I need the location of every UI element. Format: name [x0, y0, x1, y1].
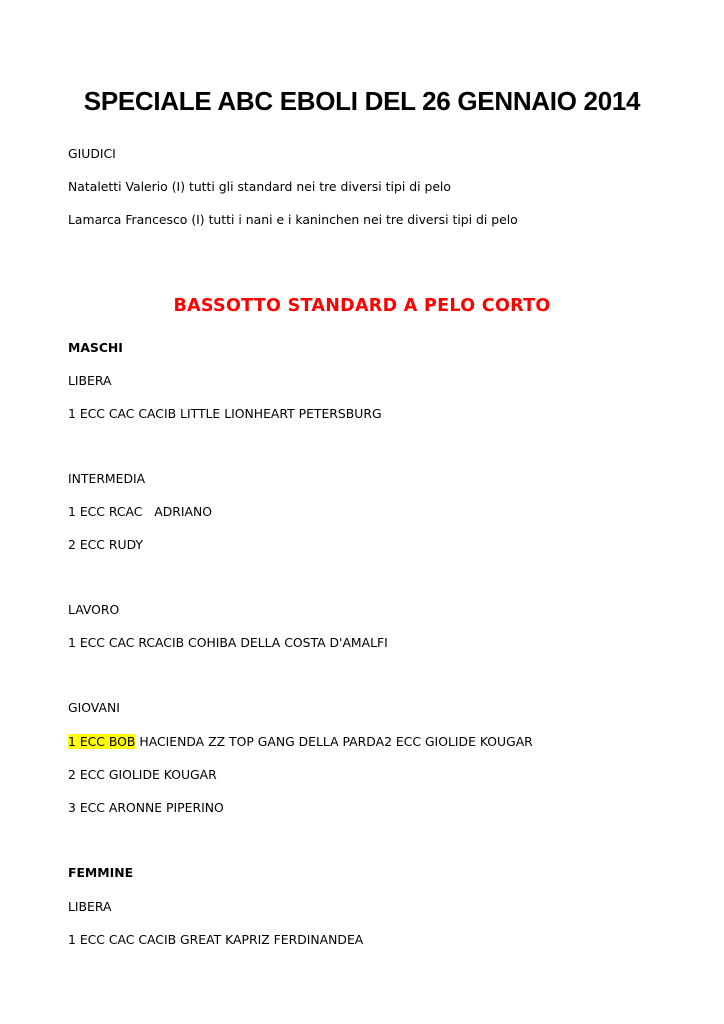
bob-highlight: 1 ECC BOB: [68, 734, 136, 749]
result-line: 1 ECC CAC RCACIB COHIBA DELLA COSTA D'AMALFI: [68, 635, 388, 650]
result-line: 1 ECC CAC CACIB LITTLE LIONHEART PETERSBURG: [68, 406, 382, 421]
result-line: 2 ECC GIOLIDE KOUGAR: [68, 767, 217, 782]
males-heading: MASCHI: [68, 340, 123, 355]
judges-heading: GIUDICI: [68, 146, 116, 161]
result-line-bob: [68, 734, 533, 749]
judge-line-1: Nataletti Valerio (I) tutti gli standard nei tre diversi tipi di pelo: [68, 179, 451, 194]
result-line: 2 ECC RUDY: [68, 537, 144, 552]
females-heading: FEMMINE: [68, 865, 134, 880]
class-heading-intermedia: INTERMEDIA: [68, 471, 146, 486]
page-title: SPECIALE ABC EBOLI DEL 26 GENNAIO 2014: [83, 86, 641, 116]
result-line: 3 ECC ARONNE PIPERINO: [68, 800, 224, 815]
result-line: 1 ECC RCAC ADRIANO: [68, 504, 213, 519]
class-heading-libera-males: LIBERA: [68, 373, 112, 388]
bob-result-text: HACIENDA ZZ TOP GANG DELLA PARDA2 ECC GIOLIDE KOUGAR: [135, 734, 533, 749]
class-heading-lavoro: LAVORO: [68, 602, 120, 617]
judge-line-2: Lamarca Francesco (I) tutti i nani e i kaninchen nei tre diversi tipi di pelo: [68, 212, 518, 227]
section-title: BASSOTTO STANDARD A PELO CORTO: [173, 296, 551, 316]
class-heading-libera-females: LIBERA: [68, 899, 112, 914]
result-line: 1 ECC CAC CACIB GREAT KAPRIZ FERDINANDEA: [68, 932, 364, 947]
class-heading-giovani: GIOVANI: [68, 700, 120, 715]
